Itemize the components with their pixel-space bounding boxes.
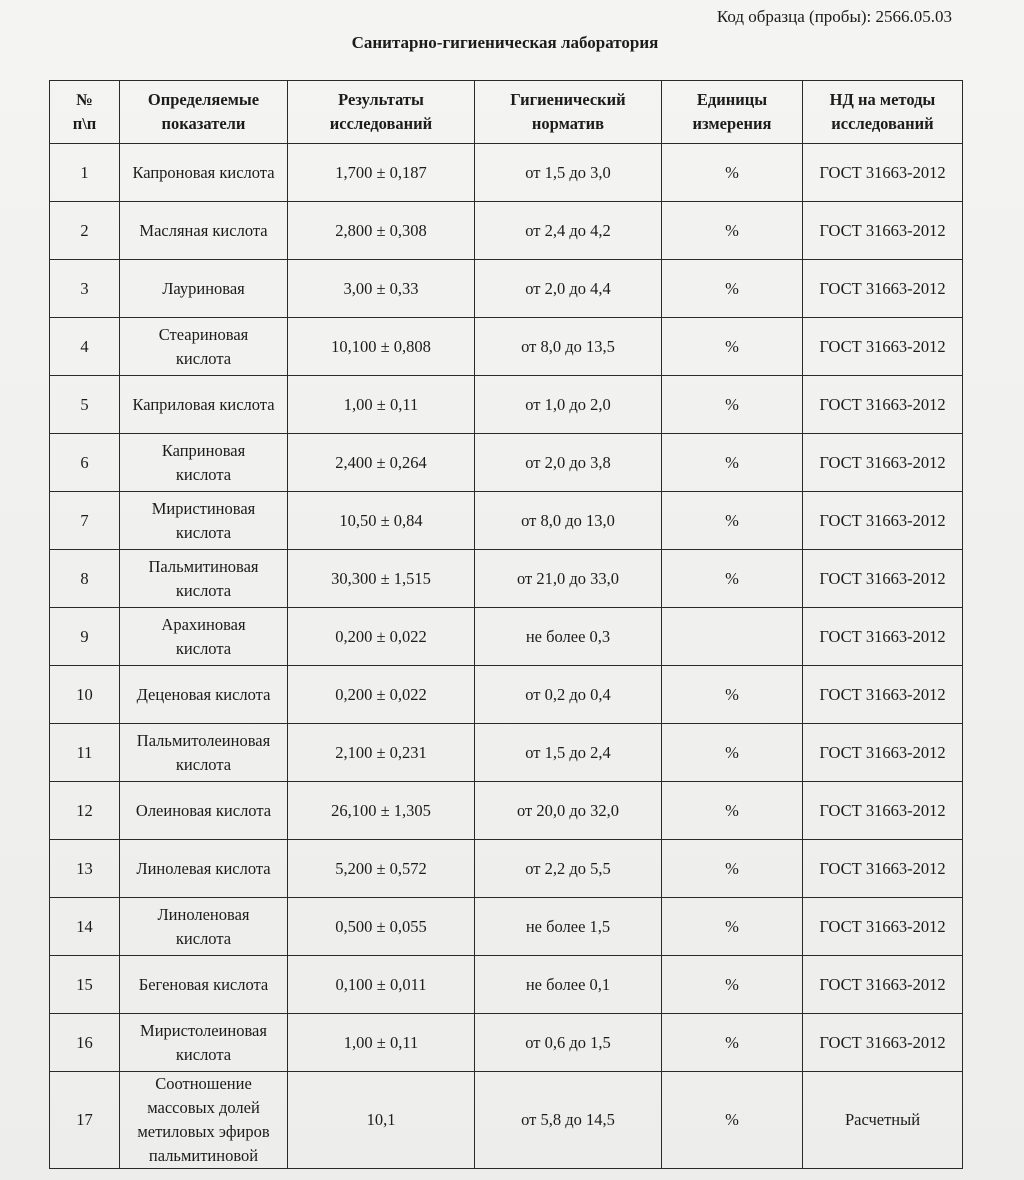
table-header-row xyxy=(50,81,963,144)
row-parameter: Каприловая кислота xyxy=(120,376,288,434)
row-unit xyxy=(662,608,803,666)
col-header-parameter-label: Определяемые показатели xyxy=(147,90,260,133)
table-row xyxy=(50,724,963,782)
row-parameter: Миристиновая кислота xyxy=(120,492,288,550)
row-result: 5,200 ± 0,572 xyxy=(288,840,475,898)
row-result: 1,00 ± 0,11 xyxy=(288,1014,475,1072)
row-norm: от 8,0 до 13,0 xyxy=(475,492,662,550)
row-result: 10,1 xyxy=(288,1072,475,1169)
col-header-norm-label: Гигиенический норматив xyxy=(510,90,626,133)
row-result: 2,400 ± 0,264 xyxy=(288,434,475,492)
table-row xyxy=(50,434,963,492)
row-method: ГОСТ 31663-2012 xyxy=(803,898,963,956)
row-result: 30,300 ± 1,515 xyxy=(288,550,475,608)
row-result: 26,100 ± 1,305 xyxy=(288,782,475,840)
row-norm: от 8,0 до 13,5 xyxy=(475,318,662,376)
row-unit: % xyxy=(662,724,803,782)
row-number: 13 xyxy=(50,840,120,898)
row-norm: от 5,8 до 14,5 xyxy=(475,1072,662,1169)
row-method: ГОСТ 31663-2012 xyxy=(803,492,963,550)
row-result: 10,100 ± 0,808 xyxy=(288,318,475,376)
col-header-result-label: Результаты исследований xyxy=(329,90,433,133)
row-result: 1,700 ± 0,187 xyxy=(288,144,475,202)
col-header-unit xyxy=(662,81,803,144)
row-parameter: Миристолеиновая кислота xyxy=(120,1014,288,1072)
row-method: ГОСТ 31663-2012 xyxy=(803,260,963,318)
row-parameter: Соотношение массовых долей метиловых эфиров пальмитиновой xyxy=(120,1072,288,1169)
row-norm: от 1,5 до 3,0 xyxy=(475,144,662,202)
table-row xyxy=(50,608,963,666)
row-norm: не более 0,3 xyxy=(475,608,662,666)
col-header-parameter xyxy=(120,81,288,144)
row-parameter: Арахиновая кислота xyxy=(120,608,288,666)
table-row xyxy=(50,666,963,724)
row-parameter: Бегеновая кислота xyxy=(120,956,288,1014)
row-result: 0,200 ± 0,022 xyxy=(288,608,475,666)
row-result: 10,50 ± 0,84 xyxy=(288,492,475,550)
row-method: ГОСТ 31663-2012 xyxy=(803,550,963,608)
row-result: 0,200 ± 0,022 xyxy=(288,666,475,724)
table-row xyxy=(50,144,963,202)
table-row xyxy=(50,260,963,318)
row-unit: % xyxy=(662,260,803,318)
row-method: ГОСТ 31663-2012 xyxy=(803,724,963,782)
row-number: 15 xyxy=(50,956,120,1014)
row-unit: % xyxy=(662,1014,803,1072)
row-result: 2,800 ± 0,308 xyxy=(288,202,475,260)
row-method: ГОСТ 31663-2012 xyxy=(803,202,963,260)
row-parameter: Олеиновая кислота xyxy=(120,782,288,840)
row-number: 17 xyxy=(50,1072,120,1169)
row-method: ГОСТ 31663-2012 xyxy=(803,782,963,840)
row-number: 2 xyxy=(50,202,120,260)
row-parameter: Каприновая кислота xyxy=(120,434,288,492)
col-header-number xyxy=(50,81,120,144)
row-result: 0,100 ± 0,011 xyxy=(288,956,475,1014)
row-parameter: Капроновая кислота xyxy=(120,144,288,202)
table-row xyxy=(50,550,963,608)
row-unit: % xyxy=(662,956,803,1014)
col-header-number-label: № п\п xyxy=(72,90,97,133)
row-norm: от 2,0 до 3,8 xyxy=(475,434,662,492)
table-row xyxy=(50,202,963,260)
row-result: 3,00 ± 0,33 xyxy=(288,260,475,318)
row-norm: от 21,0 до 33,0 xyxy=(475,550,662,608)
col-header-norm xyxy=(475,81,662,144)
row-number: 1 xyxy=(50,144,120,202)
row-unit: % xyxy=(662,202,803,260)
row-unit: % xyxy=(662,1072,803,1169)
row-parameter: Линоленовая кислота xyxy=(120,898,288,956)
row-number: 7 xyxy=(50,492,120,550)
row-number: 11 xyxy=(50,724,120,782)
row-parameter: Пальмитиновая кислота xyxy=(120,550,288,608)
row-parameter: Деценовая кислота xyxy=(120,666,288,724)
row-method: ГОСТ 31663-2012 xyxy=(803,840,963,898)
row-norm: от 1,0 до 2,0 xyxy=(475,376,662,434)
row-result: 0,500 ± 0,055 xyxy=(288,898,475,956)
row-parameter: Линолевая кислота xyxy=(120,840,288,898)
table-row xyxy=(50,1014,963,1072)
row-method: Расчетный xyxy=(803,1072,963,1169)
row-norm: не более 1,5 xyxy=(475,898,662,956)
table-row xyxy=(50,492,963,550)
table-row xyxy=(50,782,963,840)
row-number: 10 xyxy=(50,666,120,724)
row-unit: % xyxy=(662,492,803,550)
col-header-unit-label: Единицы измерения xyxy=(692,90,772,133)
row-unit: % xyxy=(662,666,803,724)
row-method: ГОСТ 31663-2012 xyxy=(803,318,963,376)
row-parameter: Пальмитолеиновая кислота xyxy=(120,724,288,782)
row-parameter: Лауриновая xyxy=(120,260,288,318)
row-number: 16 xyxy=(50,1014,120,1072)
lab-title: Санитарно-гигиеническая лаборатория xyxy=(351,33,659,52)
row-unit: % xyxy=(662,144,803,202)
row-method: ГОСТ 31663-2012 xyxy=(803,666,963,724)
row-method: ГОСТ 31663-2012 xyxy=(803,434,963,492)
row-unit: % xyxy=(662,318,803,376)
row-method: ГОСТ 31663-2012 xyxy=(803,376,963,434)
row-unit: % xyxy=(662,840,803,898)
row-method: ГОСТ 31663-2012 xyxy=(803,608,963,666)
results-table xyxy=(49,80,963,1169)
row-method: ГОСТ 31663-2012 xyxy=(803,1014,963,1072)
row-number: 5 xyxy=(50,376,120,434)
table-row xyxy=(50,840,963,898)
row-norm: не более 0,1 xyxy=(475,956,662,1014)
row-parameter: Стеариновая кислота xyxy=(120,318,288,376)
row-unit: % xyxy=(662,782,803,840)
row-norm: от 0,6 до 1,5 xyxy=(475,1014,662,1072)
col-header-method xyxy=(803,81,963,144)
row-norm: от 2,4 до 4,2 xyxy=(475,202,662,260)
row-norm: от 2,2 до 5,5 xyxy=(475,840,662,898)
row-unit: % xyxy=(662,550,803,608)
row-number: 6 xyxy=(50,434,120,492)
row-number: 3 xyxy=(50,260,120,318)
row-number: 12 xyxy=(50,782,120,840)
row-norm: от 0,2 до 0,4 xyxy=(475,666,662,724)
table-row xyxy=(50,1072,963,1169)
row-norm: от 20,0 до 32,0 xyxy=(475,782,662,840)
col-header-result xyxy=(288,81,475,144)
row-unit: % xyxy=(662,376,803,434)
row-norm: от 2,0 до 4,4 xyxy=(475,260,662,318)
row-number: 9 xyxy=(50,608,120,666)
table-row xyxy=(50,898,963,956)
row-parameter: Масляная кислота xyxy=(120,202,288,260)
row-method: ГОСТ 31663-2012 xyxy=(803,956,963,1014)
table-row xyxy=(50,376,963,434)
row-result: 1,00 ± 0,11 xyxy=(288,376,475,434)
sample-code: Код образца (пробы): 2566.05.03 xyxy=(716,7,952,26)
col-header-method-label: НД на методы исследований xyxy=(829,90,936,133)
table-row xyxy=(50,956,963,1014)
row-result: 2,100 ± 0,231 xyxy=(288,724,475,782)
row-norm: от 1,5 до 2,4 xyxy=(475,724,662,782)
row-number: 14 xyxy=(50,898,120,956)
table-row xyxy=(50,318,963,376)
row-method: ГОСТ 31663-2012 xyxy=(803,144,963,202)
row-unit: % xyxy=(662,898,803,956)
row-number: 4 xyxy=(50,318,120,376)
row-number: 8 xyxy=(50,550,120,608)
row-unit: % xyxy=(662,434,803,492)
